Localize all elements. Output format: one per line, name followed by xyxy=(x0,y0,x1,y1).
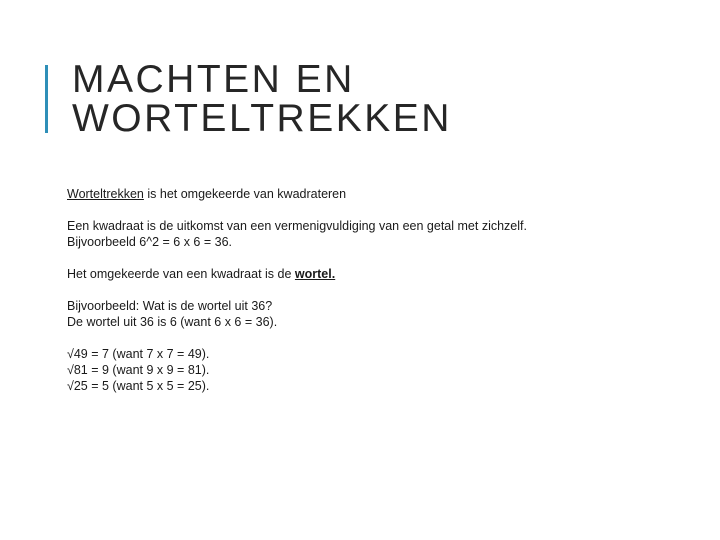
slide-body xyxy=(67,186,687,394)
kwadraat-example: Bijvoorbeeld 6^2 = 6 x 6 = 36. xyxy=(67,235,233,249)
root-example-2: √81 = 9 (want 9 x 9 = 81). xyxy=(67,363,210,377)
root-example-3: √25 = 5 (want 5 x 5 = 25). xyxy=(67,379,210,393)
wortel-term: wortel. xyxy=(294,267,336,281)
example-question: Bijvoorbeeld: Wat is de wortel uit 36? xyxy=(67,299,273,313)
paragraph-gap xyxy=(67,330,687,346)
slide-title-line-1: MACHTEN EN xyxy=(72,58,355,101)
paragraph-gap xyxy=(67,202,687,218)
paragraph-gap xyxy=(67,250,687,266)
intro-rest: is het omgekeerde van kwadrateren xyxy=(143,187,347,201)
wortel-intro: Het omgekeerde van een kwadraat is de xyxy=(67,267,295,281)
title-accent-bar xyxy=(45,65,48,133)
example-answer: De wortel uit 36 is 6 (want 6 x 6 = 36). xyxy=(67,315,278,329)
paragraph-gap xyxy=(67,282,687,298)
intro-paragraph xyxy=(67,186,687,202)
slide-title xyxy=(72,60,452,138)
wortel-paragraph xyxy=(67,266,687,282)
kwadraat-definition: Een kwadraat is de uitkomst van een vermenigvuldiging van een getal met zichzelf. xyxy=(67,219,527,233)
slide-title-line-2: WORTELTREKKEN xyxy=(72,97,452,140)
intro-term: Worteltrekken xyxy=(67,187,144,201)
root-example-1: √49 = 7 (want 7 x 7 = 49). xyxy=(67,347,210,361)
